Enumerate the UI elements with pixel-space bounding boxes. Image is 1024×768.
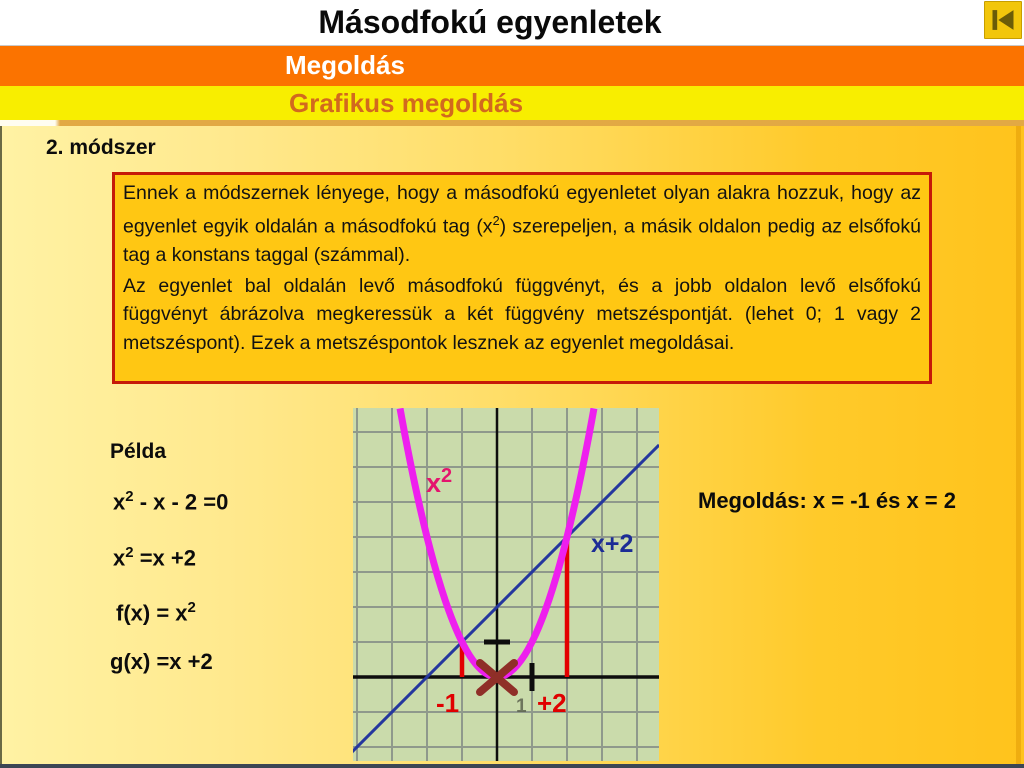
line-label: x+2 — [591, 530, 634, 558]
bottom-border — [0, 764, 1024, 768]
method-label: 2. módszer — [46, 136, 156, 159]
subsection-bar — [0, 86, 1024, 120]
section-label: Megoldás — [285, 50, 405, 80]
equation-rearranged: $x^2 =x +2$ — [113, 544, 196, 571]
example-label: Példa — [110, 440, 167, 463]
back-button[interactable] — [984, 1, 1022, 39]
body-top-shadow — [0, 120, 1024, 126]
info-paragraph-2: Az egyenlet bal oldalán levő másodfokú függvényt, és a jobb oldalon levő elsőfokú függvényt ábrázolva megkeressük a két függvény metszéspontját. (lehet 0; 1 vagy 2 metszéspont). Ezek a metszéspontok lesznek az egyenlet megoldásai. — [123, 274, 921, 354]
x-solution-label-pos: +2 — [537, 688, 567, 718]
solution-text: Megoldás: x = -1 és x = 2 — [698, 488, 957, 513]
equation-f-of-x: $f(x) = x^2$ — [116, 599, 196, 626]
page-title: Másodfokú egyenletek — [318, 4, 662, 40]
info-box — [112, 172, 932, 384]
equation-g-of-x: g(x) =x +2 — [110, 649, 213, 674]
x-solution-label-neg: -1 — [436, 688, 460, 718]
unit-tick-label: 1 — [516, 696, 527, 717]
right-border — [1016, 126, 1021, 764]
equation-original: $x^2 - x - 2 =0$ — [113, 488, 229, 515]
left-border — [0, 126, 2, 764]
section-bar — [0, 46, 1024, 86]
subsection-label: Grafikus megoldás — [289, 88, 524, 118]
parabola-label: $x^2$ — [426, 465, 453, 498]
graph — [353, 408, 659, 761]
skip-back-icon — [989, 6, 1017, 34]
title-bar — [0, 0, 1024, 46]
graph-plot — [353, 408, 659, 761]
info-paragraph-1: Ennek a módszernek lényege, hogy a másodfokú egyenletet olyan alakra hozzuk, hogy az egyenlet egyik oldalán a másodfokú tag $(x^2)$ szerepeljen, a másik oldalon pedig az elsőfokú tag a konstans taggal (számmal). — [123, 182, 921, 267]
